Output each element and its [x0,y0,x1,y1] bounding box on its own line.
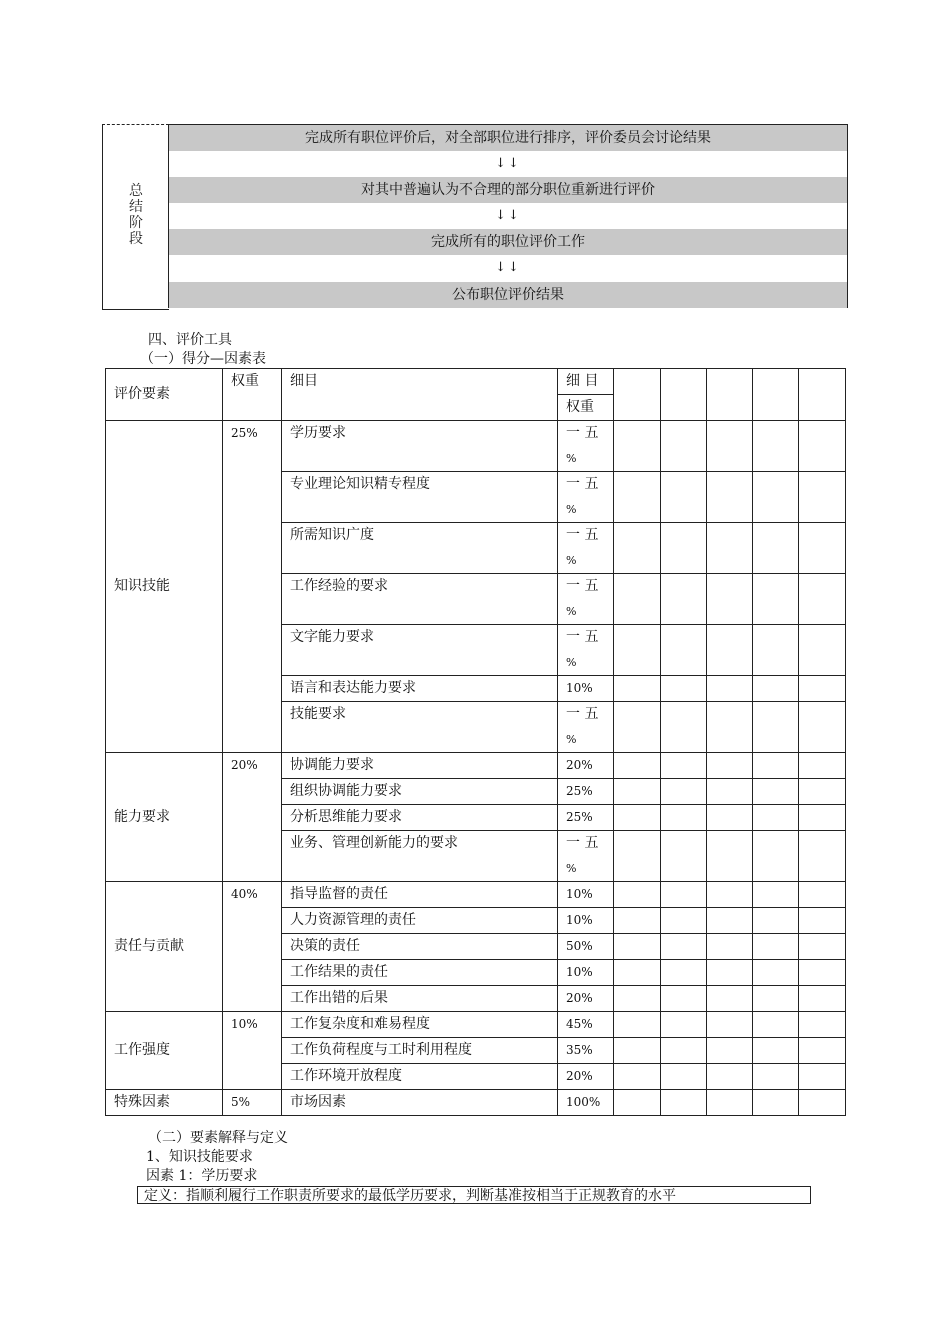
empty-cell [614,369,661,421]
empty-cell [614,805,661,831]
empty-cell [661,753,707,779]
item-weight-cell: 一 五 [558,625,614,651]
down-arrow-icon: ↓↓ [495,260,521,275]
item-cell: 工作经验的要求 [282,574,558,625]
empty-cell [707,472,753,523]
empty-cell [614,574,661,625]
item-weight-cell: 一 五 [558,574,614,600]
item-cell: 组织协调能力要求 [282,779,558,805]
item-weight-cell: 20% [558,986,614,1012]
item-title: 1、知识技能要求 [146,1149,253,1165]
item-cell: 语言和表达能力要求 [282,676,558,702]
header-weight: 权重 [223,369,282,421]
item-weight-cell: 一 五 [558,472,614,498]
empty-cell [661,831,707,882]
empty-cell [661,421,707,472]
empty-cell [661,934,707,960]
weight-cell: 20% [223,753,282,882]
empty-cell [753,831,799,882]
empty-cell [753,523,799,574]
empty-cell [753,882,799,908]
empty-cell [661,369,707,421]
table-row [106,1012,846,1038]
flow-step: 完成所有职位评价后，对全部职位进行排序，评价委员会讨论结果 [169,125,847,151]
flow-step: 完成所有的职位评价工作 [169,229,847,255]
empty-cell [753,574,799,625]
item-weight-cell: 一 五 [558,523,614,549]
flow-step: 公布职位评价结果 [169,282,847,308]
empty-cell [661,986,707,1012]
table-row [106,753,846,779]
summary-stage-flow [102,124,848,310]
empty-cell [753,702,799,753]
item-cell: 工作负荷程度与工时利用程度 [282,1038,558,1064]
flow-step: 对其中普遍认为不合理的部分职位重新进行评价 [169,177,847,203]
down-arrow-icon: ↓↓ [495,208,521,223]
item-weight-cell: % [558,650,614,676]
empty-cell [614,1038,661,1064]
empty-cell [614,523,661,574]
empty-cell [661,805,707,831]
empty-cell [707,934,753,960]
definition-box: 定义：指顺利履行工作职责所要求的最低学历要求，判断基准按相当于正规教育的水平 [137,1186,811,1204]
empty-cell [753,421,799,472]
factor-cell: 特殊因素 [106,1090,223,1116]
empty-cell [661,1090,707,1116]
empty-cell [661,882,707,908]
empty-cell [614,882,661,908]
stage-char: 段 [129,231,143,247]
empty-cell [661,908,707,934]
empty-cell [799,934,846,960]
weight-cell: 40% [223,882,282,1012]
item-cell: 工作环境开放程度 [282,1064,558,1090]
weight-cell: 10% [223,1012,282,1090]
item-cell: 人力资源管理的责任 [282,908,558,934]
score-factor-table [105,368,846,1116]
factor-cell: 能力要求 [106,753,223,882]
factor-title: 因素 1：学历要求 [146,1168,258,1184]
item-weight-cell: 50% [558,934,614,960]
empty-cell [614,779,661,805]
empty-cell [753,676,799,702]
item-cell: 专业理论知识精专程度 [282,472,558,523]
empty-cell [753,805,799,831]
empty-cell [614,472,661,523]
empty-cell [799,369,846,421]
empty-cell [753,753,799,779]
empty-cell [799,1012,846,1038]
empty-cell [614,753,661,779]
empty-cell [707,676,753,702]
subsection-title: （二）要素解释与定义 [148,1130,288,1146]
empty-cell [799,421,846,472]
empty-cell [753,934,799,960]
empty-cell [799,523,846,574]
empty-cell [614,421,661,472]
table-row [106,1090,846,1116]
empty-cell [614,1090,661,1116]
item-weight-cell: % [558,856,614,882]
empty-cell [753,1090,799,1116]
empty-cell [799,1064,846,1090]
empty-cell [707,369,753,421]
subsection-title: （一）得分—因素表 [140,351,266,367]
item-cell: 所需知识广度 [282,523,558,574]
empty-cell [661,523,707,574]
empty-cell [707,805,753,831]
header-item-weight-line1: 细 目 [558,369,614,395]
empty-cell [661,1064,707,1090]
empty-cell [614,934,661,960]
empty-cell [661,960,707,986]
empty-cell [707,421,753,472]
item-weight-cell: 25% [558,779,614,805]
item-weight-cell: % [558,548,614,574]
table-row [106,421,846,447]
empty-cell [661,676,707,702]
empty-cell [707,702,753,753]
empty-cell [753,1064,799,1090]
item-cell: 学历要求 [282,421,558,472]
factor-cell: 知识技能 [106,421,223,753]
empty-cell [799,779,846,805]
empty-cell [614,960,661,986]
empty-cell [661,1038,707,1064]
empty-cell [707,1090,753,1116]
empty-cell [753,472,799,523]
item-weight-cell: 45% [558,1012,614,1038]
empty-cell [799,1038,846,1064]
empty-cell [753,369,799,421]
empty-cell [799,882,846,908]
empty-cell [799,676,846,702]
empty-cell [799,574,846,625]
item-weight-cell: % [558,599,614,625]
empty-cell [661,472,707,523]
empty-cell [707,986,753,1012]
item-weight-cell: 25% [558,805,614,831]
empty-cell [707,753,753,779]
empty-cell [614,908,661,934]
empty-cell [799,702,846,753]
empty-cell [707,1012,753,1038]
empty-cell [753,960,799,986]
item-weight-cell: 20% [558,1064,614,1090]
item-weight-cell: 100% [558,1090,614,1116]
empty-cell [799,625,846,676]
empty-cell [753,986,799,1012]
empty-cell [614,1012,661,1038]
empty-cell [707,625,753,676]
item-weight-cell: 10% [558,960,614,986]
empty-cell [707,574,753,625]
stage-char: 总 [129,183,143,199]
empty-cell [614,625,661,676]
item-cell: 工作出错的后果 [282,986,558,1012]
item-cell: 工作结果的责任 [282,960,558,986]
item-weight-cell: % [558,497,614,523]
empty-cell [707,960,753,986]
stage-char: 结 [129,199,143,215]
empty-cell [799,1090,846,1116]
section-title: 四、评价工具 [148,332,232,348]
item-cell: 工作复杂度和难易程度 [282,1012,558,1038]
item-cell: 分析思维能力要求 [282,805,558,831]
empty-cell [661,702,707,753]
factor-cell: 工作强度 [106,1012,223,1090]
item-weight-cell: 一 五 [558,702,614,728]
empty-cell [707,1038,753,1064]
flow-steps [168,124,848,308]
empty-cell [799,472,846,523]
item-cell: 市场因素 [282,1090,558,1116]
empty-cell [753,779,799,805]
down-arrow-icon: ↓↓ [495,156,521,171]
table-header-row [106,369,846,395]
header-item: 细目 [282,369,558,421]
empty-cell [707,908,753,934]
weight-cell: 5% [223,1090,282,1116]
item-cell: 指导监督的责任 [282,882,558,908]
empty-cell [753,1012,799,1038]
table-row [106,882,846,908]
empty-cell [707,523,753,574]
empty-cell [799,831,846,882]
stage-label [103,183,169,247]
empty-cell [753,625,799,676]
weight-cell: 25% [223,421,282,753]
empty-cell [753,908,799,934]
empty-cell [799,986,846,1012]
item-weight-cell: 35% [558,1038,614,1064]
item-weight-cell: 一 五 [558,831,614,857]
empty-cell [753,1038,799,1064]
item-cell: 协调能力要求 [282,753,558,779]
empty-cell [614,1064,661,1090]
empty-cell [661,574,707,625]
empty-cell [707,882,753,908]
stage-char: 阶 [129,215,143,231]
item-weight-cell: 10% [558,676,614,702]
empty-cell [661,625,707,676]
empty-cell [614,702,661,753]
empty-cell [799,960,846,986]
empty-cell [799,753,846,779]
item-weight-cell: 20% [558,753,614,779]
item-weight-cell: 一 五 [558,421,614,447]
item-weight-cell: 10% [558,908,614,934]
item-weight-cell: 10% [558,882,614,908]
stage-label-cell [102,124,169,310]
factor-cell: 责任与贡献 [106,882,223,1012]
item-weight-cell: % [558,727,614,753]
item-weight-cell: % [558,446,614,472]
empty-cell [614,986,661,1012]
empty-cell [707,831,753,882]
empty-cell [799,908,846,934]
empty-cell [661,779,707,805]
item-cell: 技能要求 [282,702,558,753]
empty-cell [799,805,846,831]
item-cell: 决策的责任 [282,934,558,960]
empty-cell [707,1064,753,1090]
item-cell: 文字能力要求 [282,625,558,676]
empty-cell [661,1012,707,1038]
header-factor: 评价要素 [106,369,223,421]
item-cell: 业务、管理创新能力的要求 [282,831,558,882]
empty-cell [707,779,753,805]
header-item-weight-line2: 权重 [558,395,614,421]
empty-cell [614,676,661,702]
empty-cell [614,831,661,882]
